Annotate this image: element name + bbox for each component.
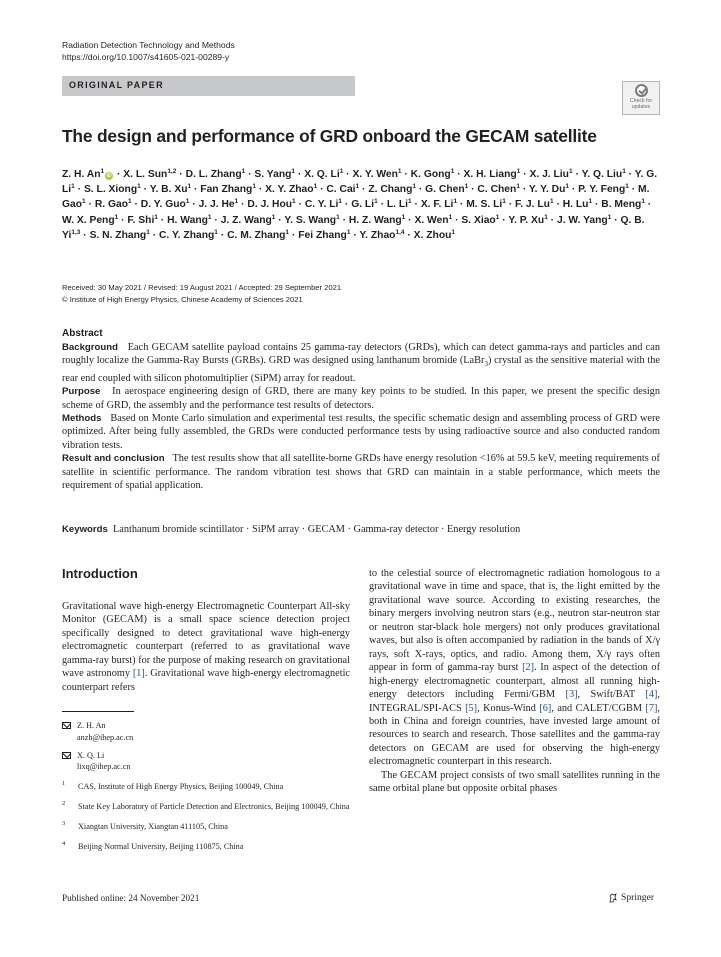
author-separator: · <box>238 199 248 211</box>
envelope-icon <box>62 722 71 729</box>
keywords-label: Keywords <box>62 524 108 535</box>
author-separator: · <box>255 184 266 196</box>
author[interactable]: P. Y. Feng$^1$ <box>578 183 629 196</box>
author-separator: · <box>359 184 369 196</box>
author[interactable]: S. N. Zhang$^1$ <box>89 228 150 241</box>
author-separator: · <box>289 229 299 241</box>
orcid-icon[interactable]: iD <box>106 173 112 179</box>
author[interactable]: C. Y. Li$^1$ <box>304 198 343 211</box>
author[interactable]: C. M. Zhang$^1$ <box>227 228 290 241</box>
abstract-methods-label: Methods <box>62 413 102 425</box>
footnote-divider <box>62 711 134 712</box>
author[interactable]: X. Wen$^1$ <box>414 213 453 226</box>
author[interactable]: Z. Chang$^1$ <box>368 183 416 196</box>
author[interactable]: Q. B. Yi$^{1,3}$ <box>62 214 645 241</box>
author-separator: · <box>217 229 228 241</box>
author-separator: · <box>157 214 168 226</box>
abstract-purpose-label: Purpose <box>62 386 101 398</box>
author[interactable]: B. Meng$^1$ <box>601 198 645 211</box>
copyright-line: © Institute of High Energy Physics, Chinese Academy of Sciences 2021 <box>62 294 303 304</box>
author-separator: · <box>149 229 159 241</box>
author[interactable]: Y. Q. Liu$^1$ <box>581 168 626 180</box>
author-separator: · <box>275 214 285 226</box>
corresponding-author <box>62 750 350 774</box>
author-separator: · <box>611 214 621 226</box>
abstract-background: Background Each GECAM satellite payload contains 25 gamma-ray detectors (GRDs), which can detect gamma-rays and particles and can roughly localize the Gamma-Ray Bursts (GRBs). GRD was designed using lanthanum bromide (LaBr$_3$) crystal as the sensitive material with the rear end coupled with silicon photomultiplier (SiPM) array for readout. <box>62 342 661 384</box>
abstract-background-label: Background <box>62 342 118 353</box>
author[interactable]: S. Xiao$^1$ <box>461 213 500 226</box>
author[interactable]: D. L. Zhang$^1$ <box>185 168 246 180</box>
author[interactable]: W. X. Peng$^1$ <box>62 213 119 226</box>
citation-link[interactable]: [7] <box>645 702 658 714</box>
author[interactable]: M. Gao$^1$ <box>62 184 650 211</box>
affiliation: 1 CAS, Institute of High Energy Physics, Beijing 100049, China <box>62 780 284 792</box>
abstract-result-label: Result and conclusion <box>62 453 165 465</box>
author[interactable]: Y. Y. Du$^1$ <box>528 183 569 196</box>
citation-link[interactable]: [2] <box>522 662 535 674</box>
affiliation: 2 State Key Laboratory of Particle Detection and Electronics, Beijing 100049, China <box>62 799 350 811</box>
author[interactable]: X. L. Sun$^{1,2}$ <box>123 168 177 180</box>
author-separator: · <box>411 199 421 211</box>
author[interactable]: K. Gong$^1$ <box>410 168 455 180</box>
author-separator: · <box>189 199 199 211</box>
corresponding-author <box>62 720 350 744</box>
doi-link[interactable]: https://doi.org/10.1007/s41605-021-00289-y <box>62 52 230 62</box>
author-separator: · <box>342 199 352 211</box>
author[interactable]: X. H. Liang$^1$ <box>463 168 521 180</box>
published-online: Published online: 24 November 2021 <box>62 893 200 903</box>
author-separator: · <box>317 184 327 196</box>
author-separator: · <box>452 214 462 226</box>
author-separator: · <box>377 199 387 211</box>
author[interactable]: F. Shi$^1$ <box>127 213 158 226</box>
author-list <box>62 167 662 243</box>
author[interactable]: Fei Zhang$^1$ <box>298 228 351 241</box>
author-separator: · <box>592 199 602 211</box>
author[interactable]: Y. B. Xu$^1$ <box>149 183 192 196</box>
intro-paragraph-2: The GECAM project consists of two small satellites running in the same orbital plane but opposite orbital phases <box>369 769 660 795</box>
author-separator: · <box>80 229 90 241</box>
author-separator: · <box>572 169 582 180</box>
author[interactable]: H. Z. Wang$^1$ <box>348 213 406 226</box>
author-separator: · <box>520 169 530 180</box>
publisher-logo <box>608 892 654 903</box>
keywords-line <box>62 524 520 535</box>
author-separator: · <box>140 184 150 196</box>
affiliation: 3 Xiangtan University, Xiangtan 411105, China <box>62 819 228 831</box>
corresponding-author-name: Z. H. An <box>77 721 106 730</box>
author[interactable]: M. S. Li$^1$ <box>466 198 506 211</box>
introduction-left-column: Gravitational wave high-energy Electromagnetic Counterpart All-sky Monitor (GECAM) is a small space science detection project specifically designed to detect gravitational wave high-energy electromagnetic counterpart (referred to as gravitational wave gamma-ray burst) for the purpose of making research on gravitational wave astronomy [1]. Gravitational wave high-energy electromagnetic counterpart refers <box>62 601 350 693</box>
author[interactable]: G. Li$^1$ <box>351 198 378 211</box>
author[interactable]: C. Y. Zhang$^1$ <box>158 228 218 241</box>
author[interactable]: X. Q. Li$^1$ <box>304 168 344 180</box>
author-separator: · <box>499 214 509 226</box>
article-type-label: ORIGINAL PAPER <box>69 80 164 90</box>
author-separator: · <box>343 169 353 180</box>
affiliation: 4 Beijing Normal University, Beijing 110875, China <box>62 839 244 851</box>
corresponding-author-email[interactable]: anzh@ihep.ac.cn <box>77 732 134 742</box>
author-separator: · <box>295 169 305 180</box>
abstract-result: Result and conclusion The test results show that all satellite-borne GRDs have energy resolution <16% at 59.5 keV, meeting requirements of satellite in scientific performance. The random vibration test shows that GRD can maintain in a stable performance, which meets the requirement of spatial application. <box>62 453 660 492</box>
abstract-section <box>62 327 660 493</box>
author[interactable]: C. Cai$^1$ <box>326 183 360 196</box>
author[interactable]: L. Li$^1$ <box>386 198 412 211</box>
author[interactable]: J. W. Yang$^1$ <box>556 213 612 226</box>
author[interactable]: J. J. He$^1$ <box>198 198 239 211</box>
author-separator: · <box>454 169 464 180</box>
author[interactable]: X. Y. Zhao$^1$ <box>265 183 318 196</box>
citation-link[interactable]: [3] <box>565 689 578 701</box>
author-separator: · <box>245 169 255 180</box>
citation-link[interactable]: [1] <box>132 668 145 680</box>
check-for-updates-badge[interactable] <box>622 81 660 115</box>
author[interactable]: X. Y. Wen$^1$ <box>352 168 402 180</box>
author-separator: · <box>568 184 579 196</box>
author[interactable]: Y. S. Wang$^1$ <box>284 213 340 226</box>
article-type-bar <box>62 76 355 96</box>
author-separator: · <box>644 199 652 211</box>
article-dates <box>62 282 341 305</box>
author-separator: · <box>176 169 186 180</box>
author-separator: · <box>339 214 349 226</box>
author[interactable]: X. J. Liu$^1$ <box>529 168 573 180</box>
introduction-heading: Introduction <box>62 566 138 581</box>
author[interactable]: S. Yang$^1$ <box>254 168 296 180</box>
author-separator: · <box>191 184 201 196</box>
author[interactable]: Fan Zhang$^1$ <box>200 183 256 196</box>
author-separator: · <box>85 199 95 211</box>
author-separator: · <box>118 214 128 226</box>
paper-title: The design and performance of GRD onboard the GECAM satellite <box>62 126 597 146</box>
introduction-right-column: to the celestial source of electromagnetic radiation homologous to a gravitational wave in time and space, that is, the light emitted by the gravitational wave source. According to existing researches, the binary mergers involving neutron stars (e.g., neutron star-neutron star or neutron star-black hole mergers) not only produces gravitational waves, but also is often accompanied by radiation in the bands of X/γ rays, soft X-rays, optics, and radio. Among them, X/γ rays often appear in form of gamma-ray burst [2]. In aspect of the detection of high-energy electromagnetic counterpart, almost all running high-energy detectors including Fermi/GBM [3], Swift/BAT [4], INTEGRAL/SPI-ACS [5], Konus-Wind [6], and CALET/CGBM [7], both in China and foreign countries, have invested large amount of resources to search and research. Those satellites and the gamma-ray detectors on GECAM are used for observing the high-energy electromagnetic counterpart in this research. The GECAM project consists of two small satellites running in the same orbital plane but opposite orbital phases <box>369 568 660 795</box>
author-separator: · <box>404 229 414 241</box>
author-separator: · <box>553 199 563 211</box>
springer-horse-icon <box>608 893 618 903</box>
footnotes <box>62 720 350 852</box>
journal-name: Radiation Detection Technology and Methods <box>62 40 235 50</box>
publisher-name: Springer <box>621 892 655 903</box>
author-separator: · <box>350 229 360 241</box>
envelope-icon <box>62 752 71 759</box>
article-history: Received: 30 May 2021 / Revised: 19 August 2021 / Accepted: 29 September 2021 <box>62 283 342 292</box>
author[interactable]: C. Chen$^1$ <box>477 183 520 196</box>
author[interactable]: J. Z. Wang$^1$ <box>220 213 276 226</box>
check-updates-icon <box>635 84 648 97</box>
author[interactable]: H. Lu$^1$ <box>562 198 593 211</box>
author[interactable]: Y. Zhao$^{1,4}$ <box>359 228 405 241</box>
author[interactable]: R. Gao$^1$ <box>94 198 132 211</box>
journal-header <box>62 39 235 63</box>
author-separator: · <box>519 184 529 196</box>
author[interactable]: G. Chen$^1$ <box>425 183 469 196</box>
author-separator: · <box>416 184 426 196</box>
keywords-text: Lanthanum bromide scintillator · SiPM array · GECAM · Gamma-ray detector · Energy resolution <box>113 524 521 535</box>
corresponding-author-name: X. Q. Li <box>77 750 105 760</box>
author[interactable]: X. Zhou$^1$ <box>413 228 456 241</box>
author[interactable]: D. Y. Guo$^1$ <box>140 198 190 211</box>
abstract-purpose: Purpose In aerospace engineering design of GRD, there are many key points to be studied. In this paper, we present the specific design scheme of GRD, the assembly and the performance test results of detectors. <box>62 386 660 411</box>
author-separator: · <box>401 169 411 180</box>
citation-link[interactable]: [4] <box>645 689 658 701</box>
author[interactable]: D. J. Hou$^1$ <box>247 198 296 211</box>
author[interactable]: Z. H. An$^1$iD <box>62 168 112 180</box>
citation-link[interactable]: [5] <box>465 702 478 714</box>
author[interactable]: Y. G. Li$^1$ <box>62 169 658 196</box>
author-separator: · <box>295 199 305 211</box>
author-separator: · <box>131 199 141 211</box>
author-separator: · <box>211 214 221 226</box>
author-separator: · <box>468 184 478 196</box>
author-separator: · <box>74 184 84 196</box>
abstract-heading: Abstract <box>62 328 103 339</box>
corresponding-author-email[interactable]: lixq@ihep.ac.cn <box>77 762 131 772</box>
author[interactable]: S. L. Xiong$^1$ <box>83 183 141 196</box>
citation-link[interactable]: [6] <box>539 702 552 714</box>
author-separator: · <box>628 184 639 196</box>
check-updates-label: Check for updates <box>629 98 653 110</box>
author[interactable]: H. Wang$^1$ <box>167 213 212 226</box>
author-separator: · <box>625 169 635 180</box>
author-separator: · <box>457 199 467 211</box>
author-separator: · <box>114 169 124 180</box>
author-separator: · <box>405 214 415 226</box>
author[interactable]: F. J. Lu$^1$ <box>515 198 554 211</box>
author[interactable]: Y. P. Xu$^1$ <box>508 213 548 226</box>
author-separator: · <box>505 199 516 211</box>
abstract-methods: Methods Based on Monte Carlo simulation and experimental test results, the specific schematic design and assembling process of GRD were optimized. After being fully assembled, the GRDs were conducted performance tests by using radioactive source and also conducted random vibration tests. <box>62 413 660 451</box>
author-separator: · <box>547 214 557 226</box>
author[interactable]: X. F. Li$^1$ <box>420 198 458 211</box>
